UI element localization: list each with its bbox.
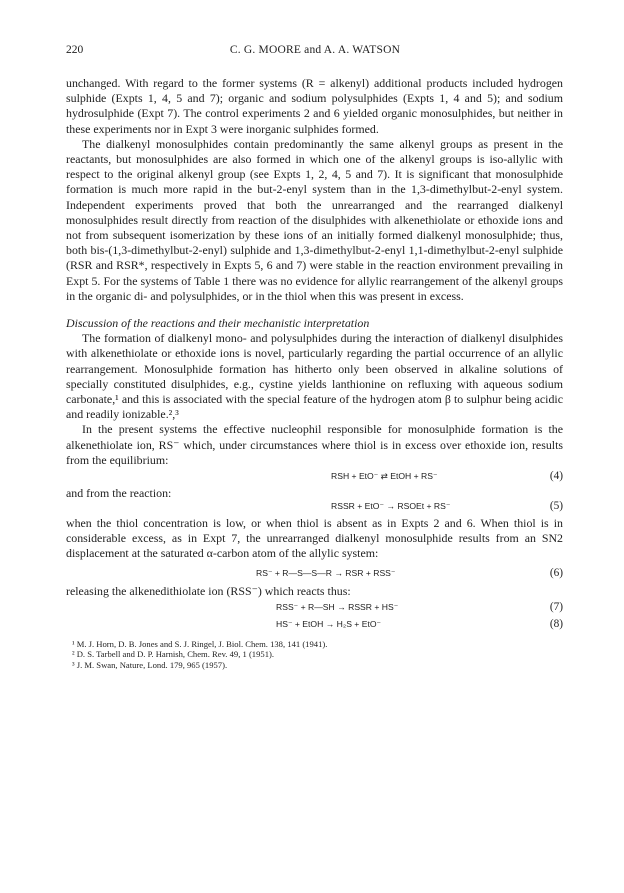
paragraph: when the thiol concentration is low, or when thiol is absent as in Expts 2 and 6. When thiol is in considerable excess, as in Expt 7, the unrearranged dialkenyl monosulphide results from an SN2 displacement at the saturated α-carbon atom of the allylic system: [66,516,563,561]
paragraph: unchanged. With regard to the former systems (R = alkenyl) additional products included hydrogen sulphide (Expts 1, 4, 5 and 7); organic and sodium polysulphides (Expts 1, 4 and 5); and sodium hydrosulphide (Expt 7). The control experiments 2 and 6 yielded organic monosulphides, but neither in these experiments nor in Expt 3 were inorganic sulphides formed. [66,76,563,136]
equation-number: (6) [549,566,563,579]
running-head: C. G. MOORE and A. A. WATSON [229,44,401,56]
equation-6 [66,562,563,584]
equation-8 [66,616,563,633]
footnote: ² D. S. Tarbell and D. P. Harnish, Chem. Rev. 49, 1 (1951). [72,649,274,660]
section-heading: Discussion of the reactions and their mechanistic interpretation [66,316,370,331]
paragraph: releasing the alkenedithiolate ion (RSS⁻) which reacts thus: [66,583,351,598]
page-header [66,44,564,60]
footnotes [66,639,563,671]
equation-number: (8) [549,617,563,630]
paragraph: The dialkenyl monosulphides contain predominantly the same alkenyl groups as present in the reactants, but monosulphides are also formed in which one of the alkenyl groups is iso-allylic with respect to the original alkenyl group (see Expts 1, 2, 4, 5 and 7). It is significant that monosulphide formation is much more rapid in the but-2-enyl system than in the 1,3-dimethylbut-2-enyl system. Independent experiments proved that both the unrearranged and the rearranged dialkenyl monosulphides result directly from reaction of the disulphides with alkenethiolate or ethoxide ions and not from subsequent isomerization by these ions of an initially formed dialkenyl monosulphide; thus, both bis-(1,3-dimethylbut-2-enyl) sulphide and 1,3-dimethylbut-2-enyl 1,1-dimethylbut-2-enyl sulphide (RSR and RSR*, respectively in Expts 5, 6 and 7) were stable in the reaction environment prevailing in Expt 5. For the systems of Table 1 there was no evidence for allylic rearrangement of the alkenyl groups in the organic di- and polysulphides, or in the thiol when this was present in excess. [66,136,563,303]
paragraph: The formation of dialkenyl mono- and polysulphides during the interaction of dialkenyl disulphides with alkenethiolate or ethoxide ions is novel, particularly regarding the partial occurrence of an allylic rearrangement. Monosulphide formation has hitherto only been observed in alkaline solutions of specially constituted disulphides, e.g., cystine yields lanthionine on refluxing with aqueous sodium carbonate,¹ and this is associated with the special feature of the hydrogen atom β to sulphur being acidic and readily ionizable.²,³ [66,331,563,422]
equation-number: (7) [549,600,563,613]
equation-lead-text: and from the reaction: [66,486,172,501]
footnote: ¹ M. J. Horn, D. B. Jones and S. J. Ringel, J. Biol. Chem. 138, 141 (1941). [72,638,328,649]
equation-number: (5) [549,500,563,513]
equation-formula: RSH + EtO⁻ ⇄ EtOH + RS⁻ [331,471,438,482]
equation-formula: HS⁻ + EtOH → H₂S + EtO⁻ [276,618,382,629]
equation-7 [66,599,563,616]
article-body [66,76,563,671]
paragraph: In the present systems the effective nucleophil responsible for monosulphide formation is the alkenethiolate ion, RS⁻ which, under circumstances where thiol is in excess over ethoxide ion, results from the equilibrium: [66,422,563,467]
page-number: 220 [66,44,84,56]
equation-4 [66,468,563,485]
equation-5 [66,485,563,513]
footnote: ³ J. M. Swan, Nature, Lond. 179, 965 (1957). [72,660,228,671]
equation-number: (4) [549,470,563,483]
equation-formula: RSSR + EtO⁻ → RSOEt + RS⁻ [331,501,451,512]
equation-formula: RSS⁻ + R—SH → RSSR + HS⁻ [276,601,399,612]
equation-formula: RS⁻ + R—S—S—R → RSR + RSS⁻ [256,567,396,578]
